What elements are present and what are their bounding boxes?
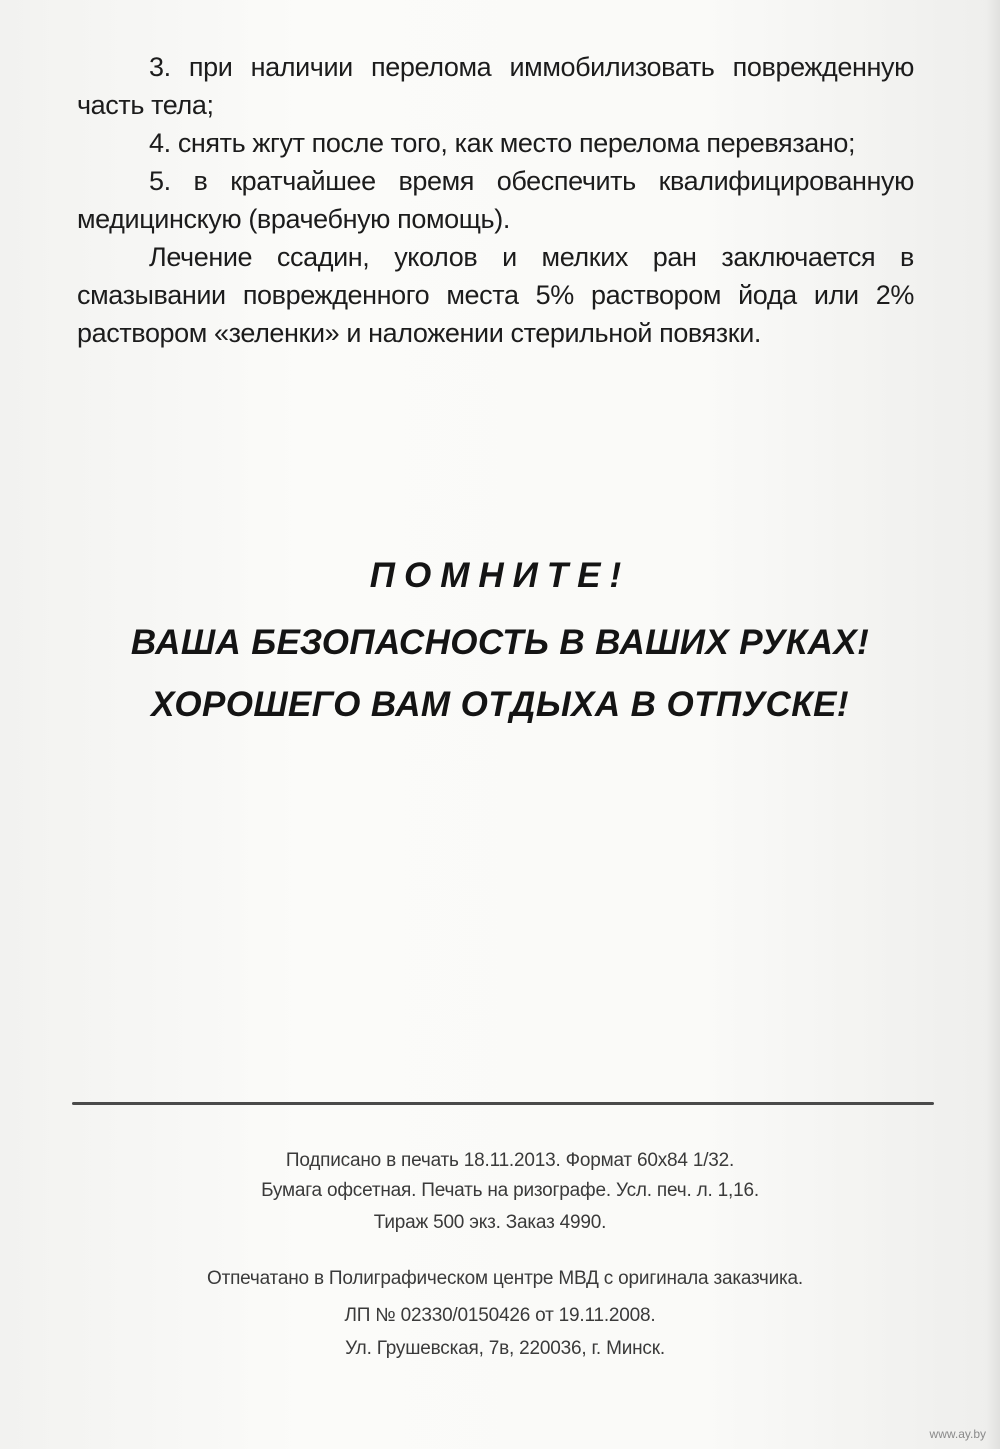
page-edge-shadow <box>986 0 1000 1449</box>
headline-rest: ХОРОШЕГО ВАМ ОТДЫХА В ОТПУСКЕ! <box>151 685 849 724</box>
headline-safety: ВАША БЕЗОПАСНОСТЬ В ВАШИХ РУКАХ! <box>130 623 870 662</box>
headline-remember: ПОМНИТЕ! <box>369 556 631 595</box>
paragraph-item-4: 4. снять жгут после того, как место перелома перевязано; <box>149 128 856 158</box>
paragraph-treatment: Лечение ссадин, уколов и мелких ран заключается в смазывании поврежденного места 5% раствором йода или 2% раствором «зеленки» и наложении стерильной повязки. <box>77 242 914 348</box>
imprint-printer: Отпечатано в Полиграфическом центре МВД с оригинала заказчика. <box>207 1268 803 1289</box>
imprint-run: Тираж 500 экз. Заказ 4990. <box>373 1212 607 1233</box>
body-text <box>77 48 914 352</box>
imprint-print-date: Подписано в печать 18.11.2013. Формат 60х84 1/32. <box>285 1150 735 1171</box>
watermark: www.ay.by <box>929 1427 986 1441</box>
divider-rule <box>72 1102 934 1105</box>
imprint-address: Ул. Грушевская, 7в, 220036, г. Минск. <box>345 1338 665 1359</box>
imprint-paper: Бумага офсетная. Печать на ризографе. Усл. печ. л. 1,16. <box>261 1180 759 1201</box>
paragraph-item-3: 3. при наличии перелома иммобилизовать поврежденную часть тела; <box>77 52 914 120</box>
paragraph-item-5: 5. в кратчайшее время обеспечить квалифицированную медицинскую (врачебную помощь). <box>77 166 914 234</box>
imprint-license: ЛП № 02330/0150426 от 19.11.2008. <box>344 1305 656 1326</box>
